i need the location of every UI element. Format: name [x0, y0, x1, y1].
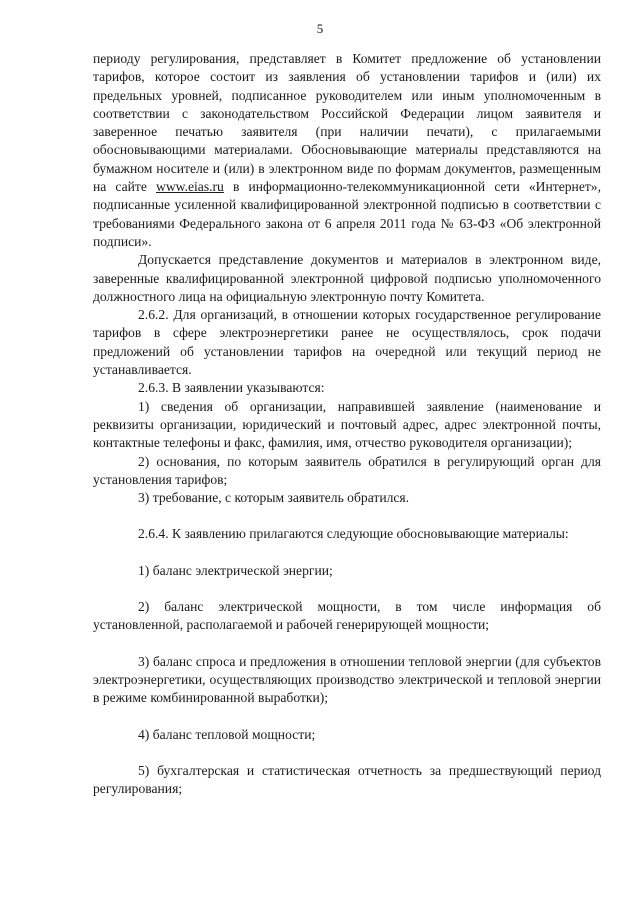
paragraph-text: периоду регулирования, представляет в Комитет предложение об установлении тарифов, которое состоит из заявления об установлении тарифов и (или) их предельных уровней, подписанное руководителем или иным уполномоченным в соответствии с законодательством Российской Федерации лицом заявителя и заверенное печатью заявителя (при наличии печати), с прилагаемыми обосновывающими материалами. Обосновывающие материалы представляются на бумажном носителе и (или) в электронном виде по формам документов, размещенным на сайте — [93, 51, 601, 195]
paragraph-continuation — [93, 50, 601, 251]
materials-item-3: 3) баланс спроса и предложения в отношении тепловой энергии (для субъектов электроэнергетики, осуществляющих производство электрической и тепловой энергии в режиме комбинированной выработки); — [93, 653, 601, 706]
page-number: 5 — [316, 21, 324, 36]
paragraph-electronic-docs: Допускается представление документов и материалов в электронном виде, заверенные квалифицированной электронной цифровой подписью уполномоченного должностного лица на официальную электронную почту Комитета. — [93, 252, 601, 304]
list-item-1: 1) сведения об организации, направившей заявление (наименование и реквизиты организации, юридический и почтовый адрес, адрес электронной почты, контактные телефоны и факс, фамилия, имя, отчество руководителя организации); — [93, 398, 601, 451]
materials-item-2: 2) баланс электрической мощности, в том числе информация об установленной, располагаемой и рабочей генерирующей мощности; — [93, 599, 601, 633]
document-body — [93, 50, 601, 798]
materials-item-5: 5) бухгалтерская и статистическая отчетность за предшествующий период регулирования; — [93, 762, 601, 797]
materials-item-4: 4) баланс тепловой мощности; — [138, 726, 316, 742]
eias-link[interactable]: www.eias.ru — [156, 179, 224, 195]
materials-item-1: 1) баланс электрической энергии; — [138, 562, 333, 578]
list-item-3: 3) требование, с которым заявитель обратился. — [138, 490, 410, 506]
paragraph-2-6-4: 2.6.4. К заявлению прилагаются следующие обосновывающие материалы: — [138, 526, 569, 542]
list-item-2: 2) основания, по которым заявитель обратился в регулирующий орган для установления тарифов; — [93, 453, 601, 487]
paragraph-2-6-3: 2.6.3. В заявлении указываются: — [138, 380, 325, 396]
paragraph-text-after-link: в информационно-телекоммуникационной сети «Интернет», подписанные усиленной квалифицированной электронной подписью в соответствии с требованиями Федерального закона от 6 апреля 2011 года № 63-ФЗ «Об электронной подписи». — [93, 179, 601, 249]
paragraph-2-6-2: 2.6.2. Для организаций, в отношении которых государственное регулирование тарифов в сфере электроэнергетики ранее не осуществлялось, срок подачи предложений об установлении тарифов на очередной или текущий период не устанавливается. — [93, 307, 601, 378]
